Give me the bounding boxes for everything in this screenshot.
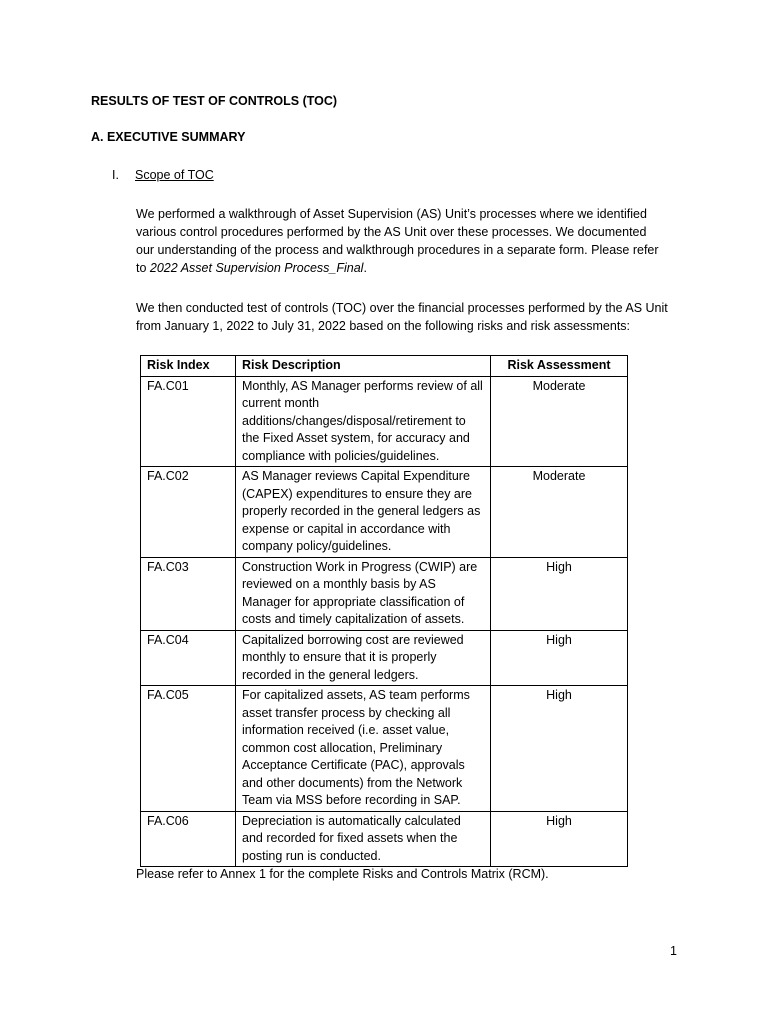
header-risk-index: Risk Index [141, 356, 236, 377]
annex-reference-note: Please refer to Annex 1 for the complete Risks and Controls Matrix (RCM). [136, 867, 549, 881]
reference-suffix: . [363, 261, 367, 275]
table-row [141, 376, 628, 467]
toc-paragraph [136, 299, 676, 335]
risk-assessment-cell: High [491, 630, 628, 686]
table-row [141, 467, 628, 558]
scope-paragraph [136, 205, 676, 277]
risk-index-cell: FA.C03 [141, 557, 236, 630]
risk-description-cell: Capitalized borrowing cost are reviewed monthly to ensure that it is properly recorded in the general ledgers. [236, 630, 491, 686]
risk-assessment-cell: Moderate [491, 376, 628, 467]
risk-index-cell: FA.C04 [141, 630, 236, 686]
risk-description-cell: Construction Work in Progress (CWIP) are reviewed on a monthly basis by AS Manager for appropriate classification of costs and timely capitalization of assets. [236, 557, 491, 630]
reference-prefix: to [136, 261, 150, 275]
risk-assessment-cell: High [491, 686, 628, 812]
risk-table [140, 355, 628, 867]
header-risk-description: Risk Description [236, 356, 491, 377]
document-title: RESULTS OF TEST OF CONTROLS (TOC) [91, 94, 338, 108]
reference-document-name: 2022 Asset Supervision Process_Final [149, 261, 364, 275]
risk-index-cell: FA.C02 [141, 467, 236, 558]
paragraph-line: We then conducted test of controls (TOC) over the financial processes performed by the AS Unit [136, 301, 668, 315]
header-risk-assessment: Risk Assessment [491, 356, 628, 377]
paragraph-line: our understanding of the process and walkthrough procedures in a separate form. Please refer [136, 243, 659, 257]
table-row [141, 557, 628, 630]
subsection-number: I. [112, 168, 119, 182]
risk-description-cell: Monthly, AS Manager performs review of all current month additions/changes/disposal/retirement to the Fixed Asset system, for accuracy and compliance with policies/guidelines. [236, 376, 491, 467]
paragraph-line [136, 259, 676, 277]
risk-description-cell: AS Manager reviews Capital Expenditure (CAPEX) expenditures to ensure they are properly recorded in the general ledgers as expense or capital in accordance with company policy/guidelines. [236, 467, 491, 558]
subsection-title: Scope of TOC [135, 168, 214, 182]
paragraph-line: We performed a walkthrough of Asset Supervision (AS) Unit’s processes where we identified [136, 207, 647, 221]
table-header-row [141, 356, 628, 377]
table-row [141, 686, 628, 812]
risk-description-cell: For capitalized assets, AS team performs asset transfer process by checking all information received (i.e. asset value, common cost allocation, Preliminary Acceptance Certificate (PAC), approvals and other documents) from the Network Team via MSS before recording in SAP. [236, 686, 491, 812]
table-row [141, 811, 628, 867]
risk-assessment-cell: High [491, 811, 628, 867]
subsection-heading [112, 168, 214, 182]
risk-index-cell: FA.C01 [141, 376, 236, 467]
risk-assessment-cell: High [491, 557, 628, 630]
table-row [141, 630, 628, 686]
paragraph-line: from January 1, 2022 to July 31, 2022 based on the following risks and risk assessments: [136, 319, 631, 333]
risk-description-cell: Depreciation is automatically calculated and recorded for fixed assets when the posting run is conducted. [236, 811, 491, 867]
risk-assessment-cell: Moderate [491, 467, 628, 558]
risk-index-cell: FA.C06 [141, 811, 236, 867]
section-heading: A. EXECUTIVE SUMMARY [91, 130, 246, 144]
risk-index-cell: FA.C05 [141, 686, 236, 812]
page-number: 1 [670, 944, 677, 958]
paragraph-line: various control procedures performed by the AS Unit over these processes. We documented [136, 225, 647, 239]
